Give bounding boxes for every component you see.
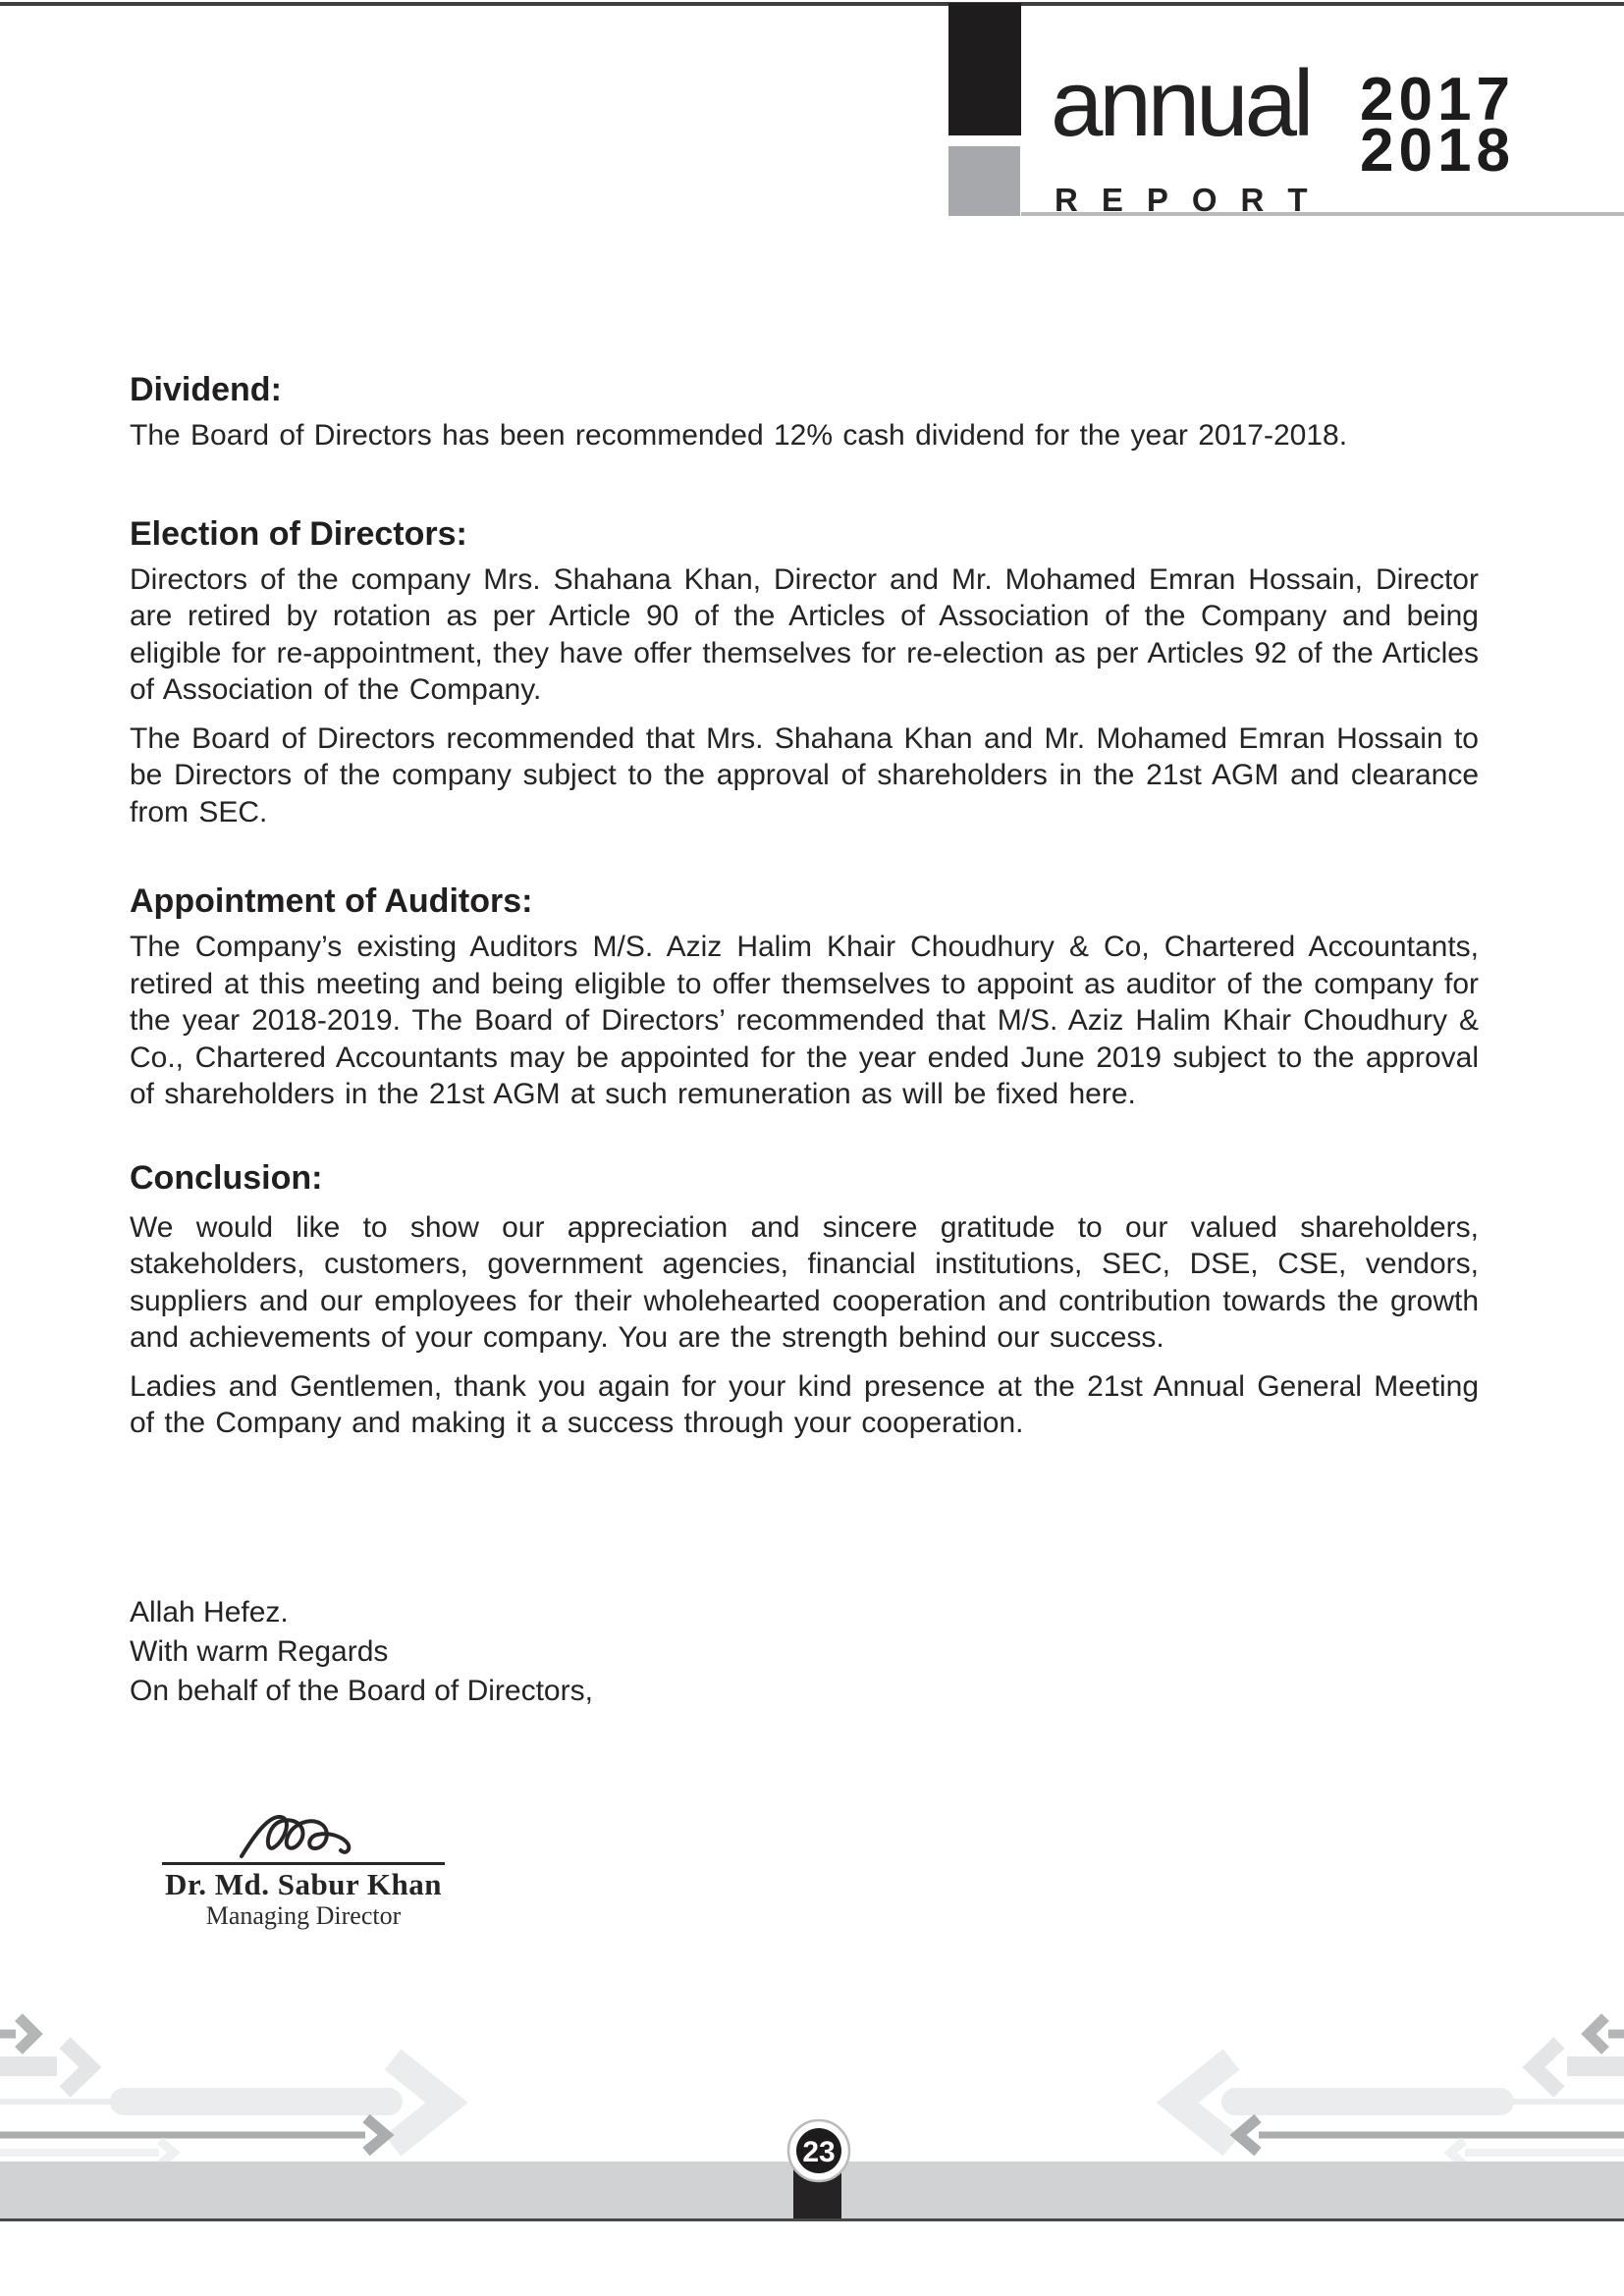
signature-line [162,1862,445,1865]
paragraph: Directors of the company Mrs. Shahana Khan, Director and Mr. Mohamed Emran Hossain, Director are retired by rotation as per Article 90 of the Articles of Association of the Company and being eligible for re-appointment, they have offer themselves for re-election as per Articles 92 of the Articles of Association of the Company. [130,562,1479,706]
closing-line: With warm Regards [130,1634,389,1668]
footer-bottom-line [0,2218,1624,2221]
paragraph: We would like to show our appreciation and sincere gratitude to our valued shareholders, stakeholders, customers, government agencies, financial institutions, SEC, DSE, CSE, vendors, suppliers and our employees for their wholehearted cooperation and contribution towards the growth and achievements of your company. You are the strength behind our success. [130,1210,1479,1354]
arrow-right-icon [65,2043,90,2092]
signatory-name: Dr. Md. Sabur Khan [164,1867,443,1901]
closing-line: Allah Hefez. [130,1595,289,1629]
arrow-left-icon [1589,2017,1605,2051]
paragraph: The Board of Directors recommended that Mrs. Shahana Khan and Mr. Mohamed Emran Hossain to be Directors of the company subject to the approval of shareholders in the 21st AGM and clearance from SEC. [130,721,1479,828]
section-heading-auditors: Appointment of Auditors: [130,882,533,920]
arrow-right-icon [366,2118,386,2152]
paragraph: The Company’s existing Auditors M/S. Aziz Halim Khair Choudhury & Co, Chartered Accountants, retired at this meeting and being eligible to offer themselves to appoint as auditor of the company for the year 2018-2019. The Board of Directors’ recommended that M/S. Aziz Halim Khair Choudhury & Co., Chartered Accountants may be appointed for the year ended June 2019 subject to the approval of shareholders in the 21st AGM at such remuneration as will be fixed here. [130,931,1479,1110]
footer-decoration [0,2002,1624,2296]
logo-report-text: REPORT [1055,182,1331,218]
paragraph: The Board of Directors has been recommended 12% cash dividend for the year 2017-2018. [130,419,1348,452]
footer-arrows-right [1177,2017,1624,2164]
arrow-left-icon [1450,2141,1464,2164]
footer-arrows-left [0,2017,447,2164]
signature-squiggle-icon [239,1809,366,1860]
closing-block [130,1593,1479,1711]
arrow-left-icon [1534,2043,1559,2092]
signatory-title: Managing Director [205,1901,402,1930]
top-border-line [0,2,1624,6]
arrow-left-icon [1238,2118,1258,2152]
arrow-right-icon [160,2141,174,2164]
arrow-right-icon [19,2017,35,2051]
page-number-badge [788,2120,849,2181]
main-content [130,370,1479,1711]
closing-line: On behalf of the Board of Directors, [130,1674,593,1707]
logo-annual-text: annual [1051,51,1311,156]
year-top: 2017 [1360,66,1515,133]
signature-block [162,1809,445,1930]
year-bottom: 2018 [1360,117,1515,185]
paragraph: Ladies and Gentlemen, thank you again for your kind presence at the 21st Annual General Meeting of the Company and making it a success through your cooperation. [130,1369,1479,1439]
header-gray-block [948,146,1020,216]
section-heading-dividend: Dividend: [130,371,282,408]
section-heading-election: Election of Directors: [130,514,467,553]
header-black-block [948,3,1021,135]
report-years [1360,66,1527,185]
section-heading-conclusion: Conclusion: [130,1158,323,1197]
page-number: 23 [802,2136,836,2168]
